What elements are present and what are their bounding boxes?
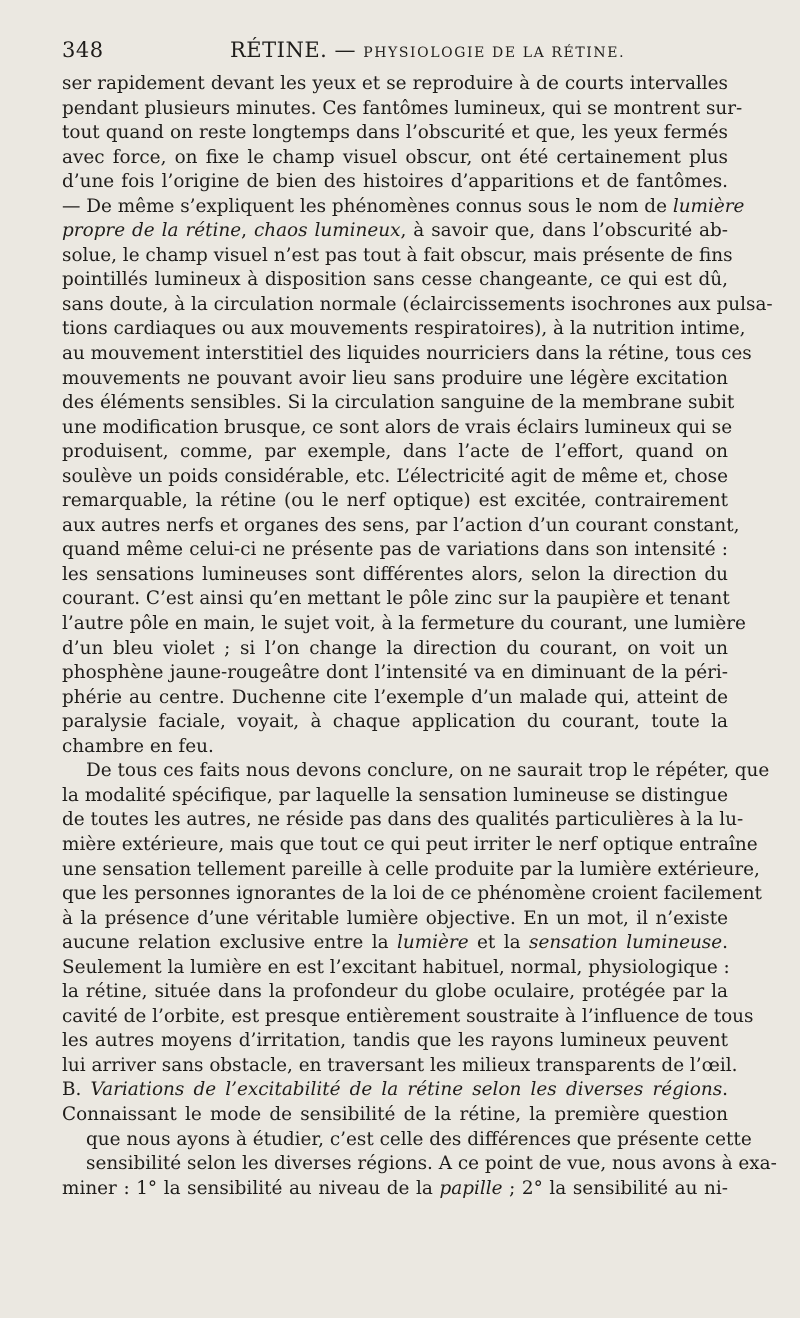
text-run: , — [241, 220, 254, 242]
text-line: tions cardiaques ou aux mouvements respiratoires), à la nutrition intime, — [62, 318, 746, 340]
text-line: solue, le champ visuel n’est pas tout à fait obscur, mais présente de fins — [62, 244, 733, 266]
text-line: tout quand on reste longtemps dans l’obscurité et que, les yeux fermés — [62, 122, 728, 144]
page-number: 348 — [62, 38, 104, 62]
text-line: l’autre pôle en main, le sujet voit, à la fermeture du courant, une lumière — [62, 613, 746, 635]
italic-term: Variations de l’excitabilité de la rétine selon les diverses régions — [90, 1079, 723, 1101]
text-line: cavité de l’orbite, est presque entièrement soustraite à l’influence de tous — [62, 1005, 754, 1027]
text-line — [62, 931, 728, 956]
text-line: d’une fois l’origine de bien des histoires d’apparitions et de fantômes. — [62, 171, 728, 193]
italic-term: chaos lumineux — [253, 220, 401, 242]
text-line: la modalité spécifique, par laquelle la sensation lumineuse se distingue — [62, 784, 728, 806]
text-run: aucune relation exclusive entre la — [62, 932, 398, 954]
text-line: Seulement la lumière en est l’excitant habituel, normal, physiologique : — [62, 956, 730, 978]
text-line: avec force, on fixe le champ visuel obscur, ont été certainement plus — [62, 146, 728, 168]
text-line: soulève un poids considérable, etc. L’électricité agit de même et, chose — [62, 465, 728, 487]
running-title-sub: PHYSIOLOGIE DE LA RÉTINE. — [363, 45, 626, 61]
text-run: ; 2° la sensibilité au ni- — [502, 1177, 728, 1199]
text-line: à la présence d’une véritable lumière objective. En un mot, il n’existe — [62, 907, 728, 929]
text-run: et la — [468, 932, 530, 954]
text-line: d’un bleu violet ; si l’on change la direction du courant, on voit un — [62, 637, 728, 659]
text-run: B. — [62, 1079, 91, 1101]
text-line: une sensation tellement pareille à celle produite par la lumière extérieure, — [62, 858, 760, 880]
text-line: sensibilité selon les diverses régions. A ce point de vue, nous avons à exa- — [86, 1153, 777, 1175]
text-line: pointillés lumineux à disposition sans cesse changeante, ce qui est dû, — [62, 269, 728, 291]
text-line: Connaissant le mode de sensibilité de la rétine, la première question — [62, 1103, 728, 1125]
text-run: . — [722, 932, 728, 954]
text-line: sans doute, à la circulation normale (éclaircissements isochrones aux pulsa- — [62, 293, 773, 315]
text-line: mière extérieure, mais que tout ce qui peut irriter le nerf optique entraîne — [62, 833, 758, 855]
text-line: pendant plusieurs minutes. Ces fantômes lumineux, qui se montrent sur- — [62, 97, 743, 119]
text-line: une modification brusque, ce sont alors de vrais éclairs lumineux qui se — [62, 416, 733, 438]
text-run: miner : 1° la sensibilité au niveau de la — [62, 1177, 440, 1199]
text-line: au mouvement interstitiel des liquides nourriciers dans la rétine, tous ces — [62, 343, 752, 365]
text-line: remarquable, la rétine (ou le nerf optique) est excitée, contrairement — [62, 490, 728, 512]
text-line — [62, 1078, 728, 1103]
text-run: . — [722, 1079, 728, 1101]
text-line: que nous ayons à étudier, c’est celle des différences que présente cette — [86, 1128, 752, 1150]
text-line: que les personnes ignorantes de la loi de ce phénomène croient facilement — [62, 883, 762, 905]
text-line — [62, 219, 728, 244]
text-line: les sensations lumineuses sont différentes alors, selon la direction du — [62, 563, 728, 585]
italic-term: lumière — [672, 195, 745, 217]
text-line: de toutes les autres, ne réside pas dans des qualités particulières à la lu- — [62, 809, 744, 831]
italic-term: sensation lumineuse — [529, 932, 723, 954]
text-run: , à savoir que, dans l’obscurité ab- — [400, 220, 728, 242]
italic-term: lumière — [397, 932, 469, 954]
text-line: courant. C’est ainsi qu’en mettant le pôle zinc sur la paupière et tenant — [62, 588, 730, 610]
text-line: aux autres nerfs et organes des sens, par l’action d’un courant constant, — [62, 514, 740, 536]
text-line: phérie au centre. Duchenne cite l’exemple d’un malade qui, atteint de — [62, 686, 728, 708]
italic-term: papille — [439, 1177, 503, 1199]
running-header — [62, 38, 728, 68]
text-line: quand même celui-ci ne présente pas de variations dans son intensité : — [62, 539, 728, 561]
text-line: les autres moyens d’irritation, tandis que les rayons lumineux peuvent — [62, 1030, 728, 1052]
text-line: phosphène jaune-rougeâtre dont l’intensité va en diminuant de la péri- — [62, 662, 728, 684]
italic-term: propre de la rétine — [62, 220, 242, 242]
text-line: produisent, comme, par exemple, dans l’acte de l’effort, quand on — [62, 441, 728, 463]
text-line — [62, 195, 745, 220]
text-line: mouvements ne pouvant avoir lieu sans produire une légère excitation — [62, 367, 728, 389]
body-text — [62, 72, 777, 1201]
text-run: — De même s’expliquent les phénomènes connus sous le nom de — [62, 195, 673, 217]
text-line — [62, 1177, 728, 1202]
text-line: des éléments sensibles. Si la circulation sanguine de la membrane subit — [62, 392, 735, 414]
text-line: la rétine, située dans la profondeur du globe oculaire, protégée par la — [62, 981, 728, 1003]
running-title — [230, 38, 625, 62]
text-line: paralysie faciale, voyait, à chaque application du courant, toute la — [62, 711, 728, 733]
text-line: ser rapidement devant les yeux et se reproduire à de courts intervalles — [62, 73, 728, 94]
text-line: lui arriver sans obstacle, en traversant les milieux transparents de l’œil. — [62, 1054, 738, 1076]
text-line: chambre en feu. — [62, 735, 214, 757]
running-title-main: RÉTINE. — — [230, 38, 364, 62]
text-line: De tous ces faits nous devons conclure, on ne saurait trop le répéter, que — [86, 760, 770, 782]
